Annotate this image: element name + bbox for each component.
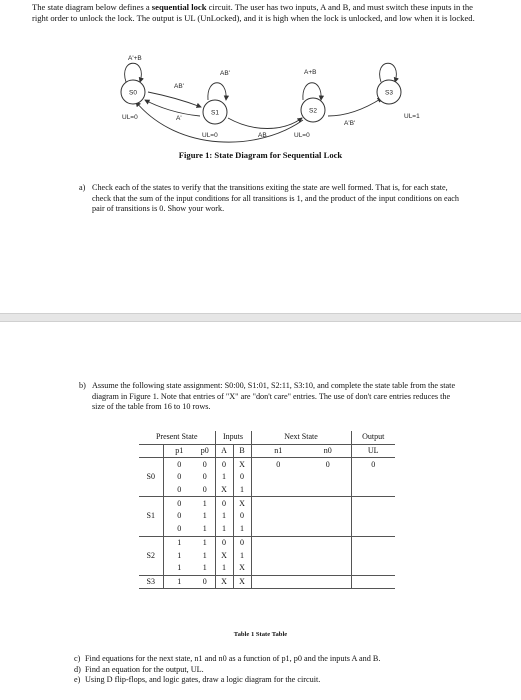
table-cell <box>251 549 305 562</box>
table-cell <box>251 497 305 510</box>
question-a-text: Check each of the states to verify that the transitions exiting the state are well formed. That is, for each state, check that the sum of the input conditions for all transitions is 1, and the product of the input conditions on each pair of transitions is 0. Show your work. <box>92 183 459 214</box>
table-cell <box>305 484 351 497</box>
table-cell: X <box>233 575 251 589</box>
question-a <box>79 183 464 215</box>
s1-loop-label: AB' <box>220 70 230 77</box>
question-e <box>74 675 474 686</box>
table-cell: 1 <box>233 484 251 497</box>
table-cell: 1 <box>195 510 215 523</box>
s1-to-s0-label: A' <box>176 115 182 122</box>
table-group-header-row <box>139 431 395 444</box>
table-cell: 0 <box>215 497 233 510</box>
table-cell <box>351 471 395 484</box>
intro-bold: sequential lock <box>151 2 207 12</box>
table-cell: 1 <box>215 562 233 575</box>
table-cell: 0 <box>195 575 215 589</box>
table-cell <box>351 497 395 510</box>
table-cell <box>251 536 305 549</box>
group-present-state: Present State <box>139 431 215 444</box>
table-row <box>139 562 395 575</box>
row-state-label <box>139 484 163 497</box>
s0-loop-label: A'+B <box>128 55 142 62</box>
table-cell: 1 <box>163 575 195 589</box>
table-cell: X <box>215 549 233 562</box>
s0-to-s1-label: AB' <box>174 83 184 90</box>
table-cell <box>305 471 351 484</box>
table-row <box>139 471 395 484</box>
table-cell: 1 <box>215 510 233 523</box>
table-cell <box>351 523 395 536</box>
table-cell: 1 <box>195 523 215 536</box>
s1-output-label: UL=0 <box>202 132 218 139</box>
table-cell: X <box>233 562 251 575</box>
table-cell: 0 <box>233 471 251 484</box>
table-cell: X <box>215 575 233 589</box>
table-cell <box>305 523 351 536</box>
figure-caption: Figure 1: State Diagram for Sequential Lock <box>178 150 343 160</box>
page-divider <box>0 313 521 322</box>
table-cell <box>351 510 395 523</box>
intro-text-2: circuit. The user has two inputs, A and B, and must switch these inputs in the right order to unlock the lock. The output is UL (UnLocked), and it is high when the lock is unlocked, and low when it is locked. <box>32 2 475 24</box>
column-header: p0 <box>195 444 215 458</box>
row-state-label <box>139 536 163 549</box>
table-cell <box>351 562 395 575</box>
question-d-text: Find an equation for the output, UL. <box>85 664 204 674</box>
table-cell <box>251 562 305 575</box>
questions-cde <box>74 654 474 686</box>
table-cell: 1 <box>233 523 251 536</box>
table-cell: X <box>215 484 233 497</box>
question-e-label: e) <box>74 675 81 685</box>
table-cell <box>351 549 395 562</box>
table-cell: 1 <box>195 536 215 549</box>
table-row <box>139 523 395 536</box>
table-cell <box>251 575 305 589</box>
table-cell <box>251 471 305 484</box>
table-cell <box>251 510 305 523</box>
group-output: Output <box>362 432 385 442</box>
question-b-text: Assume the following state assignment: S0:00, S1:01, S2:11, S3:10, and complete the state table from the state diagram in Figure 1. Note that entries of "X" are "don't care" entries. The use of don't care entries reduces the size of the table from 16 to 10 rows. <box>92 381 456 412</box>
table-cell: 1 <box>195 549 215 562</box>
group-inputs: Inputs <box>215 431 251 444</box>
state-s3-label: S3 <box>385 89 393 97</box>
table-cell: 0 <box>251 458 305 471</box>
table-cell: 0 <box>177 511 182 521</box>
table-cell: 1 <box>195 497 215 510</box>
table-cell: 0 <box>215 536 233 549</box>
table-cell: 0 <box>163 458 195 471</box>
table-row <box>139 510 395 523</box>
question-e-text: Using D flip-flops, and logic gates, draw a logic diagram for the circuit. <box>85 675 321 685</box>
table-cell: 0 <box>177 485 182 495</box>
question-b <box>79 381 464 413</box>
column-header: UL <box>351 444 395 458</box>
table-cell: 0 <box>195 484 215 497</box>
table-cell: 0 <box>177 472 182 482</box>
state-table <box>139 431 395 589</box>
table-cell: 1 <box>215 471 233 484</box>
table-cell: 1 <box>177 563 182 573</box>
table-cell <box>305 510 351 523</box>
state-diagram <box>88 52 428 152</box>
table-cell: 1 <box>177 550 182 560</box>
question-a-label: a) <box>79 183 86 192</box>
s0-output-label: UL=0 <box>122 114 138 121</box>
state-s2-label: S2 <box>309 107 317 115</box>
table-row <box>139 484 395 497</box>
question-b-label: b) <box>79 381 86 390</box>
table-row <box>139 458 395 471</box>
column-header: A <box>215 444 233 458</box>
table-cell: X <box>233 497 251 510</box>
column-header: B <box>233 444 251 458</box>
table-cell: 0 <box>305 458 351 471</box>
table-cell <box>305 562 351 575</box>
s2-loop-label: A+B <box>304 69 317 76</box>
table-cell <box>351 575 395 589</box>
header-state-blank <box>139 444 163 458</box>
table-cell <box>305 575 351 589</box>
table-cell: X <box>233 458 251 471</box>
table-cell: 1 <box>233 549 251 562</box>
row-state-label <box>139 458 163 471</box>
state-s1-label: S1 <box>211 109 219 117</box>
table-row <box>139 497 395 510</box>
table-cell: 0 <box>215 458 233 471</box>
table-cell: 0 <box>195 471 215 484</box>
s2-to-s3-label: A'B' <box>344 120 356 127</box>
table-cell <box>351 484 395 497</box>
table-cell: 0 <box>233 536 251 549</box>
row-state-label <box>139 497 163 510</box>
question-d-label: d) <box>74 664 81 674</box>
table-cell: 0 <box>163 497 195 510</box>
table-cell <box>305 497 351 510</box>
question-c-text: Find equations for the next state, n1 and n0 as a function of p1, p0 and the inputs A and B. <box>85 654 381 663</box>
row-state-label: S2 <box>139 549 163 562</box>
s1-to-s2-label: AB <box>258 132 267 139</box>
table-cell <box>251 484 305 497</box>
s3-output-label: UL=1 <box>404 113 420 120</box>
intro-paragraph <box>32 2 487 24</box>
column-header: p1 <box>163 444 195 458</box>
intro-text-1: The state diagram below defines a <box>32 2 152 12</box>
table-row <box>139 575 395 589</box>
question-c <box>74 654 474 665</box>
row-state-label: S3 <box>139 575 163 589</box>
question-d <box>74 665 474 676</box>
table-cell: 0 <box>177 524 182 534</box>
table-cell <box>305 536 351 549</box>
table-cell: 0 <box>195 458 215 471</box>
table-row <box>139 536 395 549</box>
column-header: n0 <box>305 444 351 458</box>
table-cell: 1 <box>163 536 195 549</box>
table-cell: 0 <box>351 458 395 471</box>
row-state-label <box>139 562 163 575</box>
table-cell: 0 <box>233 510 251 523</box>
table-cell <box>251 523 305 536</box>
row-state-label <box>139 523 163 536</box>
state-s0-label: S0 <box>129 89 137 97</box>
question-c-label: c) <box>74 654 81 663</box>
table-cell: 1 <box>195 562 215 575</box>
column-header: n1 <box>251 444 305 458</box>
table-caption: Table 1 State Table <box>233 631 288 638</box>
s2-output-label: UL=0 <box>294 132 310 139</box>
table-cell <box>351 536 395 549</box>
row-state-label: S1 <box>139 510 163 523</box>
table-cell <box>305 549 351 562</box>
table-row <box>139 549 395 562</box>
table-column-header-row <box>139 444 395 458</box>
row-state-label: S0 <box>139 471 163 484</box>
table-cell: 1 <box>215 523 233 536</box>
group-next-state: Next State <box>251 431 351 444</box>
